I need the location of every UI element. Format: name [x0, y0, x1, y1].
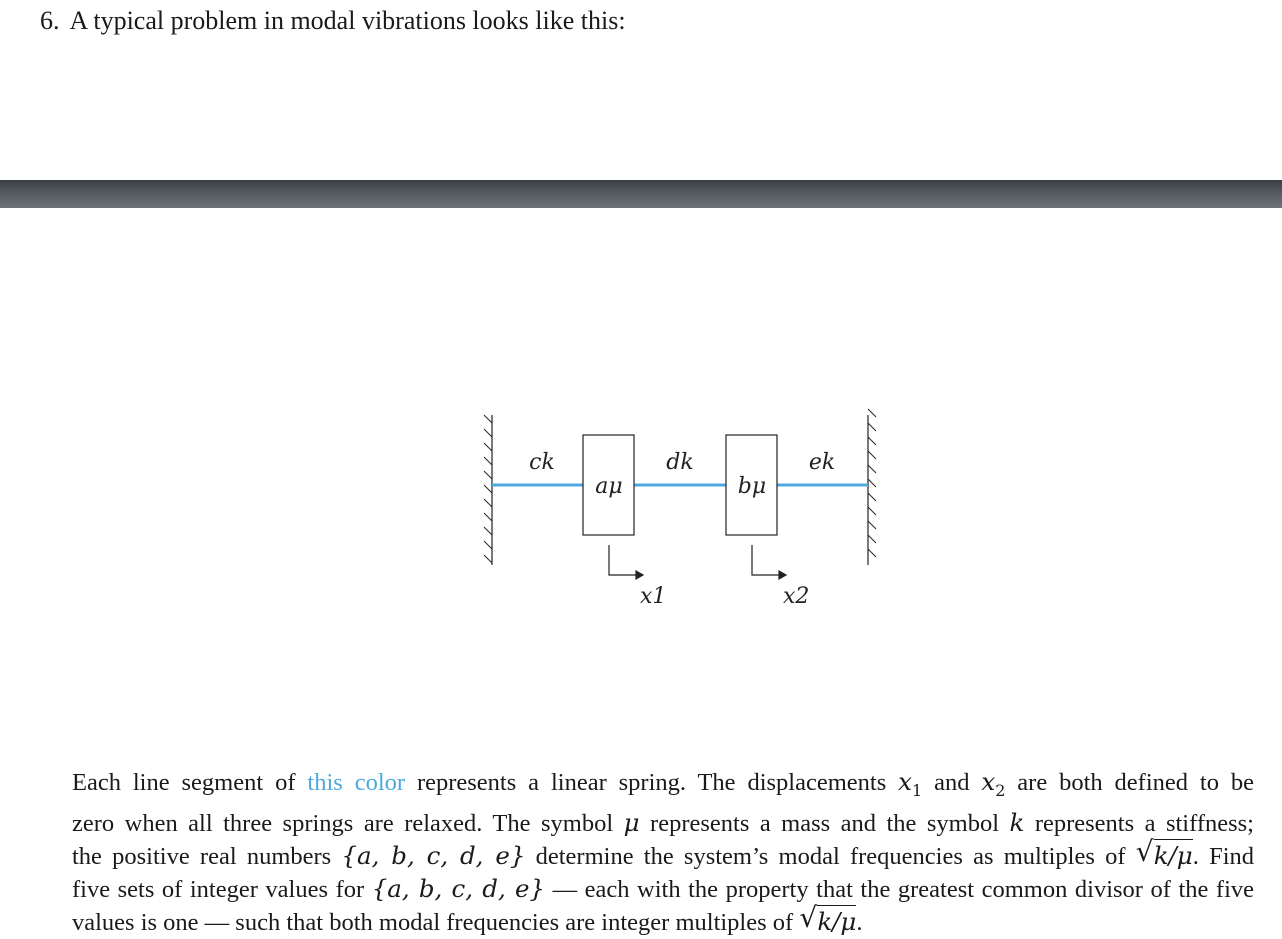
radicand: k/μ — [1153, 840, 1193, 870]
text-run: — each with the property that the greatest common divisor of the five — [545, 875, 1255, 903]
text-run: and — [922, 769, 982, 796]
math-mu: μ — [623, 807, 640, 837]
math-set: {a, b, c, d, e} — [371, 873, 546, 903]
paragraph-line-4 — [72, 873, 1254, 906]
text-run: are both defined to be — [1005, 769, 1255, 796]
math-x2 — [981, 767, 1006, 800]
spring-label-ck: ck — [529, 450, 555, 475]
spring-mass-diagram — [470, 395, 890, 615]
mass-label-a: aμ — [595, 474, 623, 499]
text-run: represents a linear spring. The displacements — [405, 769, 899, 796]
math-sub: 2 — [995, 780, 1006, 800]
divider-bar — [0, 180, 1282, 208]
text-run: the positive real numbers — [72, 842, 342, 870]
problem-paragraph — [72, 766, 1254, 939]
problem-number: 6. — [40, 6, 60, 35]
text-run: zero when all three springs are relaxed. The symbol — [72, 809, 624, 837]
text-run: determine the system’s modal frequencies as multiples of — [525, 842, 1136, 870]
math-x1 — [898, 767, 923, 800]
text-run: five sets of integer values for — [72, 875, 372, 903]
displacement-label-x1: x1 — [640, 584, 667, 609]
paragraph-line-5 — [72, 900, 1254, 939]
spring-color-sample: this color — [307, 769, 406, 796]
right-wall-hatch — [868, 409, 876, 557]
text-run: . — [856, 908, 863, 936]
displacement-label-x2: x2 — [783, 584, 810, 609]
problem-heading — [40, 5, 626, 37]
radicand: k/μ — [817, 906, 857, 936]
problem-title: A typical problem in modal vibrations looks like this: — [69, 6, 626, 35]
math-set: {a, b, c, d, e} — [341, 840, 526, 870]
displacement-arrow-x2 — [752, 545, 786, 579]
math-var: x — [898, 767, 912, 796]
displacement-arrow-x1 — [609, 545, 643, 579]
math-k: k — [1009, 807, 1025, 837]
text-run: represents a mass and the symbol — [639, 809, 1010, 837]
left-wall-hatch — [484, 415, 492, 563]
math-var: x — [981, 767, 996, 796]
radical-sign: √ — [1135, 834, 1154, 868]
math-sqrt — [1135, 834, 1193, 872]
spring-label-dk: dk — [666, 450, 694, 475]
text-run: Each line segment of — [72, 769, 308, 796]
spring-label-ek: ek — [808, 450, 836, 475]
spring-mass-svg — [470, 395, 890, 615]
text-run: values is one — such that both modal frequencies are integer multiples of — [72, 908, 800, 936]
math-sqrt — [799, 900, 857, 938]
text-run: represents a stiffness; — [1024, 809, 1254, 837]
math-sub: 1 — [911, 780, 923, 800]
paragraph-line-2 — [72, 807, 1254, 840]
mass-label-b: bμ — [737, 474, 767, 499]
paragraph-line-3 — [72, 834, 1254, 873]
text-run: . Find — [1192, 842, 1254, 870]
paragraph-line-1 — [72, 766, 1254, 807]
radical-sign: √ — [799, 900, 818, 934]
